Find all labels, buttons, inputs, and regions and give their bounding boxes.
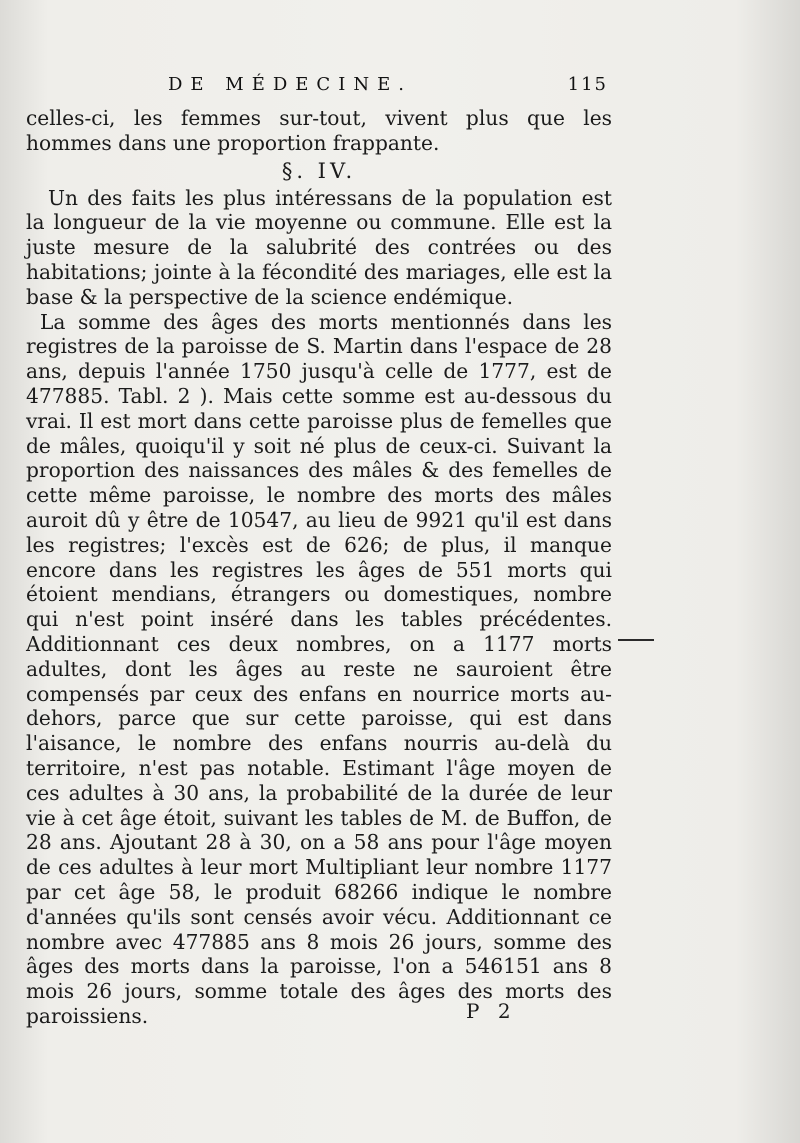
text-block [26,106,612,1029]
margin-dash-mark [618,639,654,641]
paragraph-somme-des-ages: La somme des âges des morts mentionnés dans les registres de la paroisse de S. Martin dans l'espace de 28 ans, depuis l'année 1750 jusqu'à celle de 1777, est de 477885. Tabl. 2 ). Mais cette somme est au-dessous du vrai. Il est mort dans cette paroisse plus de femelles que de mâles, quoiqu'il y soit né plus de ceux-ci. Suivant la proportion des naissances des mâles & des femelles de cette même paroisse, le nombre des morts des mâles auroit dû y être de 10547, au lieu de 9921 qu'il est dans les registres; l'excès est de 626; de plus, il manque encore dans les registres les âges de 551 morts qui étoient mendians, étrangers ou domestiques, nombre qui n'est point inséré dans les tables précédentes. Additionnant ces deux nombres, on a 1177 morts adultes, dont les âges au reste ne sauroient être compensés par ceux des enfans en nourrice morts au-dehors, parce que sur cette paroisse, qui est dans l'aisance, le nombre des enfans nourris au-delà du territoire, n'est pas notable. Estimant l'âge moyen de ces adultes à 30 ans, la probabilité de la durée de leur vie à cet âge étoit, suivant les tables de M. de Buffon, de 28 ans. Ajoutant 28 à 30, on a 58 ans pour l'âge moyen de ces adultes à leur mort Multipliant leur nombre 1177 par cet âge 58, le produit 68266 indique le nombre d'années qu'ils sont censés avoir vécu. Additionnant ce nombre avec 477885 ans 8 mois 26 jours, somme des âges des morts dans la paroisse, l'on a 546151 ans 8 mois 26 jours, somme totale des âges des morts des paroissiens. [26,309,612,1028]
page-number: 115 [567,74,608,95]
paragraph-continued: celles-ci, les femmes sur-tout, vivent plus que les hommes dans une proportion frappante. [26,106,612,155]
section-heading: §. IV. [281,158,357,183]
signature-mark: P 2 [466,999,517,1023]
running-head [168,74,608,104]
running-title: DE MÉDECINE. [168,74,412,95]
paragraph-vie-moyenne: Un des faits les plus intéressans de la population est la longueur de la vie moyenne ou commune. Elle est la juste mesure de la salubrité des contrées ou des habitations; jointe à la fécondité des mariages, elle est la base & la perspective de la science endémique. [26,185,612,309]
